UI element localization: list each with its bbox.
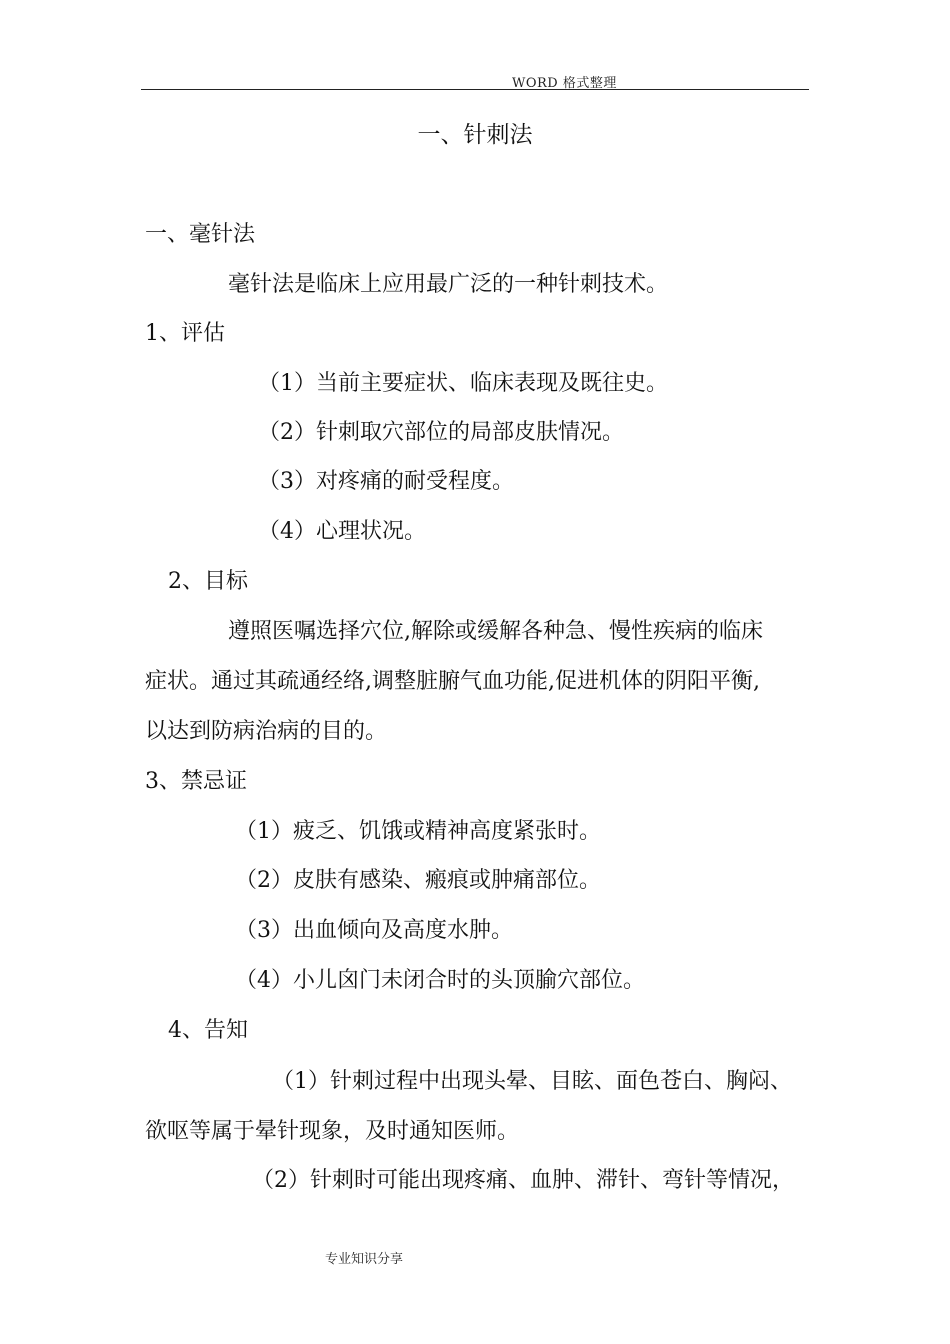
notice-heading: 4、告知 [168, 1018, 248, 1043]
contraindication-item: （1）疲乏、饥饿或精神高度紧张时。 [235, 819, 601, 844]
contraindication-item: （3）出血倾向及高度水肿。 [235, 918, 513, 943]
contraindications-heading: 3、禁忌证 [145, 769, 247, 794]
section-heading: 一、毫针法 [145, 222, 256, 247]
goal-heading: 2、目标 [168, 569, 248, 594]
header-divider [141, 89, 809, 90]
goal-paragraph-line: 遵照医嘱选择穴位,解除或缓解各种急、慢性疾病的临床 [228, 619, 763, 644]
notice-item-line: （1）针刺过程中出现头晕、目眩、面色苍白、胸闷、 [272, 1069, 792, 1094]
assessment-item: （1）当前主要症状、临床表现及既往史。 [258, 371, 668, 396]
goal-paragraph-line: 症状。通过其疏通经络,调整脏腑气血功能,促进机体的阴阳平衡, [145, 669, 760, 694]
notice-item-line: （2）针刺时可能出现疼痛、血肿、滞针、弯针等情况， [252, 1168, 794, 1193]
assessment-heading: 1、评估 [145, 321, 225, 346]
page-footer: 专业知识分享 [325, 1252, 404, 1267]
document-title: 一、针刺法 [417, 122, 533, 148]
assessment-item: （3）对疼痛的耐受程度。 [258, 469, 514, 494]
contraindication-item: （2）皮肤有感染、瘢痕或肿痛部位。 [235, 868, 601, 893]
contraindication-item: （4）小儿囟门未闭合时的头顶腧穴部位。 [235, 968, 645, 993]
notice-item-line: 欲呕等属于晕针现象，及时通知医师。 [145, 1119, 520, 1144]
assessment-item: （2）针刺取穴部位的局部皮肤情况。 [258, 420, 624, 445]
page-header: WORD 格式整理 [512, 76, 617, 91]
assessment-item: （4）心理状况。 [258, 519, 426, 544]
intro-paragraph: 毫针法是临床上应用最广泛的一种针刺技术。 [228, 272, 669, 297]
goal-paragraph-line: 以达到防病治病的目的。 [145, 719, 388, 744]
